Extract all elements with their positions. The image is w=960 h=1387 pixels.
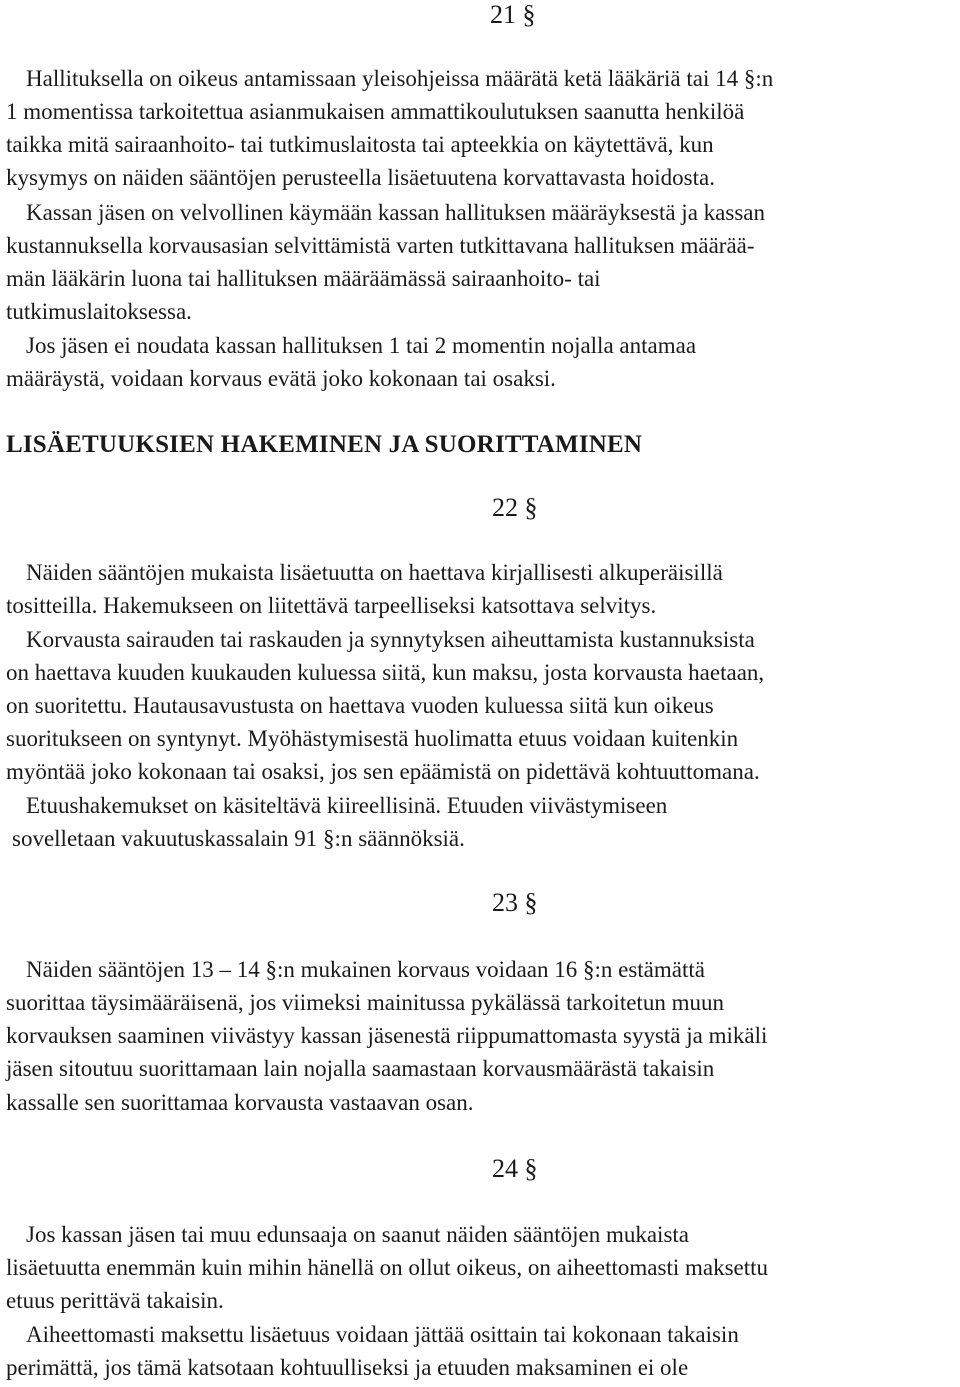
paragraph-line: määräystä, voidaan korvaus evätä joko kokonaan tai osaksi. bbox=[6, 366, 556, 391]
paragraph-line: Aiheettomasti maksettu lisäetuus voidaan jättää osittain tai kokonaan takaisin bbox=[26, 1322, 739, 1347]
paragraph-line: on haettava kuuden kuukauden kuluessa siitä, kun maksu, josta korvausta haetaan, bbox=[6, 660, 765, 685]
page-number: 21 § bbox=[490, 0, 536, 29]
paragraph-line: kustannuksella korvausasian selvittämistä varten tutkittavana hallituksen määrää- bbox=[6, 233, 755, 258]
paragraph-line: kysymys on näiden sääntöjen perusteella lisäetuutena korvattavasta hoidosta. bbox=[6, 165, 715, 190]
paragraph-line: tutkimuslaitoksessa. bbox=[6, 299, 192, 324]
paragraph-line: jäsen sitoutuu suorittamaan lain nojalla saamastaan korvausmäärästä takaisin bbox=[6, 1056, 715, 1081]
paragraph-line: perimättä, jos tämä katsotaan kohtuulliseksi ja etuuden maksaminen ei ole bbox=[6, 1355, 689, 1380]
section-24-title: 24 § bbox=[492, 1154, 538, 1183]
paragraph-line: kassalle sen suorittamaa korvausta vastaavan osan. bbox=[6, 1090, 474, 1115]
paragraph-line: etuus perittävä takaisin. bbox=[6, 1288, 224, 1313]
paragraph-line: män lääkärin luona tai hallituksen määräämässä sairaanhoito- tai bbox=[6, 266, 601, 291]
paragraph-line: on suoritettu. Hautausavustusta on haettava vuoden kuluessa siitä kun oikeus bbox=[6, 693, 714, 718]
paragraph-line: myöntää joko kokonaan tai osaksi, jos sen epäämistä on pidettävä kohtuuttomana. bbox=[6, 759, 760, 784]
paragraph-line: korvauksen saaminen viivästyy kassan jäsenestä riippumattomasta syystä ja mikäli bbox=[6, 1023, 768, 1048]
paragraph-line: Korvausta sairauden tai raskauden ja synnytyksen aiheuttamista kustannuksista bbox=[26, 627, 755, 652]
paragraph-line: 1 momentissa tarkoitettua asianmukaisen ammattikoulutuksen saanutta henkilöä bbox=[6, 99, 745, 124]
paragraph-line: Jos jäsen ei noudata kassan hallituksen 1 tai 2 momentin nojalla antamaa bbox=[26, 333, 697, 358]
paragraph-line: suorittaa täysimääräisenä, jos viimeksi mainitussa pykälässä tarkoitetun muun bbox=[6, 990, 724, 1015]
paragraph-line: Hallituksella on oikeus antamissaan yleisohjeissa määrätä ketä lääkäriä tai 14 §:n bbox=[26, 66, 774, 91]
paragraph-line: Näiden sääntöjen mukaista lisäetuutta on haettava kirjallisesti alkuperäisillä bbox=[26, 560, 723, 585]
paragraph-line: Näiden sääntöjen 13 – 14 §:n mukainen korvaus voidaan 16 §:n estämättä bbox=[26, 957, 705, 982]
paragraph-line: Etuushakemukset on käsiteltävä kiireellisinä. Etuuden viivästymiseen bbox=[26, 793, 668, 818]
paragraph-line: sovelletaan vakuutuskassalain 91 §:n säännöksiä. bbox=[12, 826, 465, 851]
paragraph-line: Jos kassan jäsen tai muu edunsaaja on saanut näiden sääntöjen mukaista bbox=[26, 1222, 689, 1247]
paragraph-line: lisäetuutta enemmän kuin mihin hänellä on ollut oikeus, on aiheettomasti maksettu bbox=[6, 1255, 769, 1280]
paragraph-line: tositteilla. Hakemukseen on liitettävä tarpeelliseksi katsottava selvitys. bbox=[6, 593, 657, 618]
section-22-title: 22 § bbox=[492, 493, 538, 522]
paragraph-line: Kassan jäsen on velvollinen käymään kassan hallituksen määräyksestä ja kassan bbox=[26, 200, 765, 225]
paragraph-line: suoritukseen on syntynyt. Myöhästymisestä huolimatta etuus voidaan kuitenkin bbox=[6, 726, 739, 751]
paragraph-line: taikka mitä sairaanhoito- tai tutkimuslaitosta tai apteekkia on käytettävä, kun bbox=[6, 132, 714, 157]
section-23-title: 23 § bbox=[492, 888, 538, 917]
chapter-heading: LISÄETUUKSIEN HAKEMINEN JA SUORITTAMINEN bbox=[6, 431, 643, 458]
